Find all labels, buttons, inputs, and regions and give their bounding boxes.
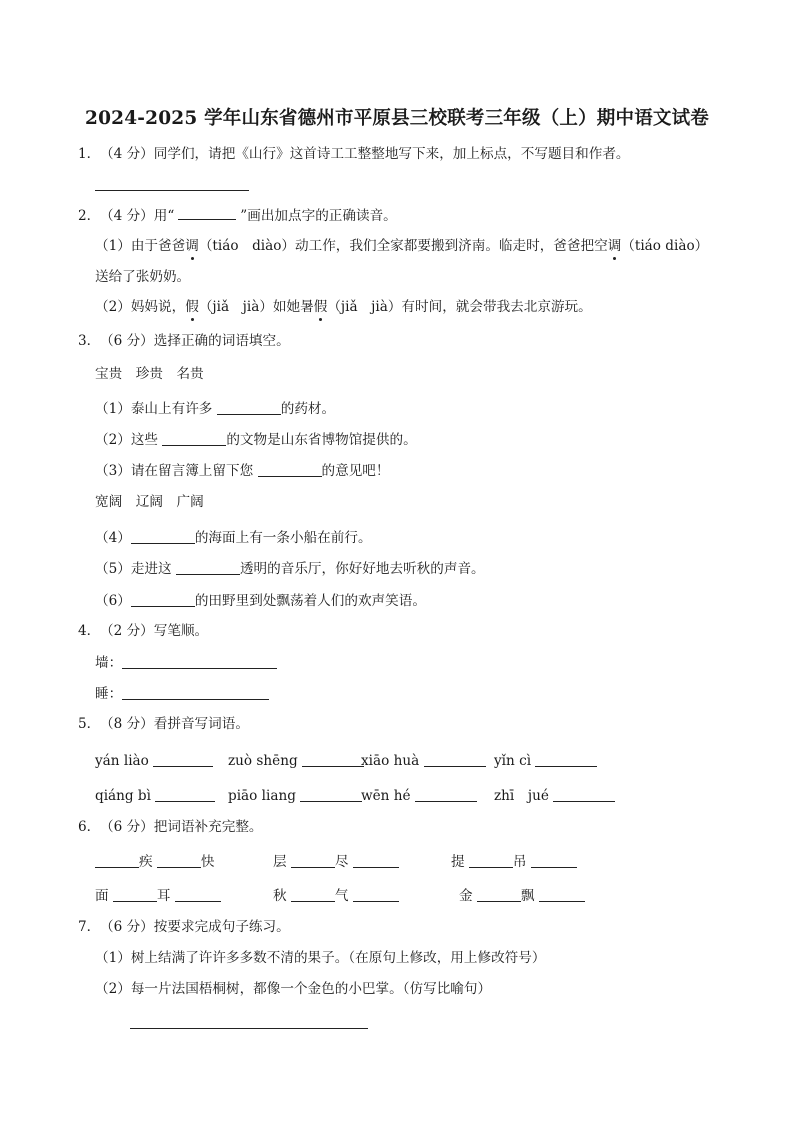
fill-blank[interactable] — [469, 853, 513, 868]
dotted-character: 假 — [313, 299, 328, 315]
question-number: 5． — [78, 716, 101, 732]
fill-blank[interactable] — [153, 752, 213, 767]
sentence-text: （2）妈妈说， — [95, 299, 186, 315]
question-2 — [78, 207, 397, 225]
question-number: 6． — [78, 819, 101, 835]
pinyin: wēn hé — [361, 788, 411, 804]
fill-blank[interactable] — [302, 752, 364, 767]
character-label: 睡： — [95, 686, 123, 702]
idiom-char: 金 — [459, 888, 473, 904]
dotted-character: 调 — [185, 238, 199, 254]
item-text: （5）走进这 — [95, 561, 176, 577]
idiom-char: 提 — [451, 854, 465, 870]
question-6 — [78, 818, 263, 836]
fill-blank[interactable] — [157, 853, 201, 868]
question-text: （6 分）把词语补充完整。 — [100, 819, 263, 835]
dotted-character: 假 — [185, 299, 199, 315]
q3-item-4 — [95, 527, 372, 547]
q2-sentence-2 — [95, 298, 592, 316]
question-text: （2 分）写笔顺。 — [100, 623, 209, 639]
question-text: （4 分）同学们，请把《山行》这首诗工工整整地写下来，加上标点，不写题目和作者。 — [100, 146, 630, 162]
question-3 — [78, 332, 290, 350]
pinyin-choice[interactable]: （tiáo diào）动工作，我们全家都要搬到济南。临走时，爸爸把空 — [198, 238, 608, 254]
question-1 — [78, 145, 630, 163]
pinyin-choice[interactable]: （jiǎ jià）如她暑 — [198, 299, 314, 315]
stroke-order-1 — [95, 652, 277, 672]
pinyin: zhī jué — [494, 788, 549, 804]
fill-blank[interactable] — [258, 462, 322, 477]
item-text: （6） — [95, 593, 131, 609]
item-text: 的海面上有一条小船在前行。 — [194, 530, 372, 546]
pinyin: zuò shēng — [228, 753, 298, 769]
fill-blank[interactable] — [531, 853, 577, 868]
pinyin: yǐn cì — [494, 753, 532, 769]
fill-blank[interactable] — [130, 1014, 368, 1029]
underline-sample — [178, 207, 236, 220]
fill-blank[interactable] — [553, 787, 615, 802]
question-number: 7． — [78, 919, 101, 935]
q3-item-5 — [95, 558, 485, 578]
fill-blank[interactable] — [175, 887, 221, 902]
question-number: 2． — [78, 208, 101, 224]
fill-blank[interactable] — [122, 654, 277, 669]
fill-blank[interactable] — [539, 887, 585, 902]
fill-blank[interactable] — [353, 887, 399, 902]
item-text: 的意见吧！ — [321, 463, 390, 479]
idiom-char: 耳 — [156, 888, 171, 904]
pinyin: xiāo huà — [361, 753, 420, 769]
pinyin-choice[interactable]: （tiáo diào） — [621, 238, 709, 254]
fill-blank[interactable] — [535, 752, 597, 767]
q7-item-2: （2）每一片法国梧桐树，都像一个金色的小巴掌。（仿写比喻句） — [95, 981, 492, 997]
fill-blank[interactable] — [162, 431, 226, 446]
item-text: （1）泰山上有许多 — [95, 401, 217, 417]
idiom-char: 面 — [95, 888, 109, 904]
question-text: （4 分）用“ — [100, 208, 175, 224]
idiom-char: 疾 — [139, 854, 153, 870]
item-text: （2）这些 — [95, 432, 163, 448]
fill-blank[interactable] — [291, 853, 335, 868]
idiom-char: 秋 — [273, 888, 287, 904]
pinyin-row-1 — [95, 750, 715, 768]
idiom-char: 吊 — [512, 854, 527, 870]
fill-blank[interactable] — [131, 529, 195, 544]
item-text: 的文物是山东省博物馆提供的。 — [226, 432, 417, 448]
pinyin: qiáng bì — [95, 788, 151, 804]
pinyin: piāo liang — [228, 788, 296, 804]
fill-blank[interactable] — [131, 592, 195, 607]
answer-line-q7[interactable] — [130, 1012, 368, 1032]
fill-blank[interactable] — [176, 560, 240, 575]
fill-blank[interactable] — [95, 853, 139, 868]
question-number: 3． — [78, 333, 101, 349]
item-text: 透明的音乐厅，你好好地去听秋的声音。 — [239, 561, 485, 577]
question-5 — [78, 715, 249, 733]
exam-title: 2024-2025 学年山东省德州市平原县三校联考三年级（上）期中语文试卷 — [85, 108, 709, 129]
fill-blank[interactable] — [477, 887, 521, 902]
idiom-char: 飘 — [520, 888, 535, 904]
question-number: 4． — [78, 623, 101, 639]
q3-item-2 — [95, 429, 417, 449]
fill-blank[interactable] — [122, 685, 269, 700]
q3-item-3 — [95, 460, 389, 480]
idiom-row-1 — [95, 851, 715, 869]
q2-sentence-1 — [95, 237, 708, 255]
pinyin-row-2 — [95, 785, 715, 803]
idiom-char: 尽 — [334, 854, 349, 870]
item-text: 的田野里到处飘荡着人们的欢声笑语。 — [194, 593, 426, 609]
word-options-1: 宝贵 珍贵 名贵 — [95, 366, 204, 382]
pinyin-choice[interactable]: （jiǎ jià）有时间，就会带我去北京游玩。 — [327, 299, 592, 315]
question-text: （8 分）看拼音写词语。 — [100, 716, 249, 732]
idiom-char: 气 — [334, 888, 349, 904]
sentence-text: （1）由于爸爸 — [95, 238, 186, 254]
question-number: 1． — [78, 146, 101, 162]
fill-blank[interactable] — [217, 400, 281, 415]
question-7 — [78, 918, 290, 936]
dotted-character: 调 — [607, 238, 622, 254]
question-text: （6 分）按要求完成句子练习。 — [100, 919, 290, 935]
question-4 — [78, 622, 208, 640]
answer-line-q1[interactable] — [95, 174, 249, 194]
q7-item-1: （1）树上结满了许许多多数不清的果子。（在原句上修改，用上修改符号） — [95, 950, 546, 966]
idiom-char: 层 — [273, 854, 287, 870]
q3-item-6 — [95, 590, 426, 610]
fill-blank[interactable] — [415, 787, 477, 802]
fill-blank[interactable] — [155, 787, 215, 802]
question-text: （6 分）选择正确的词语填空。 — [100, 333, 290, 349]
q2-sentence-1-cont: 送给了张奶奶。 — [95, 269, 191, 285]
fill-blank[interactable] — [424, 752, 486, 767]
answer-blank[interactable] — [95, 176, 249, 191]
word-options-2: 宽阔 辽阔 广阔 — [95, 494, 204, 510]
pinyin: yán liào — [95, 753, 149, 769]
fill-blank[interactable] — [113, 887, 157, 902]
item-text: 的药材。 — [280, 401, 336, 417]
item-text: （3）请在留言簿上留下您 — [95, 463, 258, 479]
idiom-char: 快 — [200, 854, 215, 870]
q3-item-1 — [95, 398, 335, 418]
fill-blank[interactable] — [291, 887, 335, 902]
fill-blank[interactable] — [353, 853, 399, 868]
idiom-row-2 — [95, 885, 715, 903]
fill-blank[interactable] — [300, 787, 362, 802]
question-text: ”画出加点字的正确读音。 — [240, 208, 397, 224]
stroke-order-2 — [95, 683, 269, 703]
character-label: 墙： — [95, 655, 123, 671]
item-text: （4） — [95, 530, 131, 546]
